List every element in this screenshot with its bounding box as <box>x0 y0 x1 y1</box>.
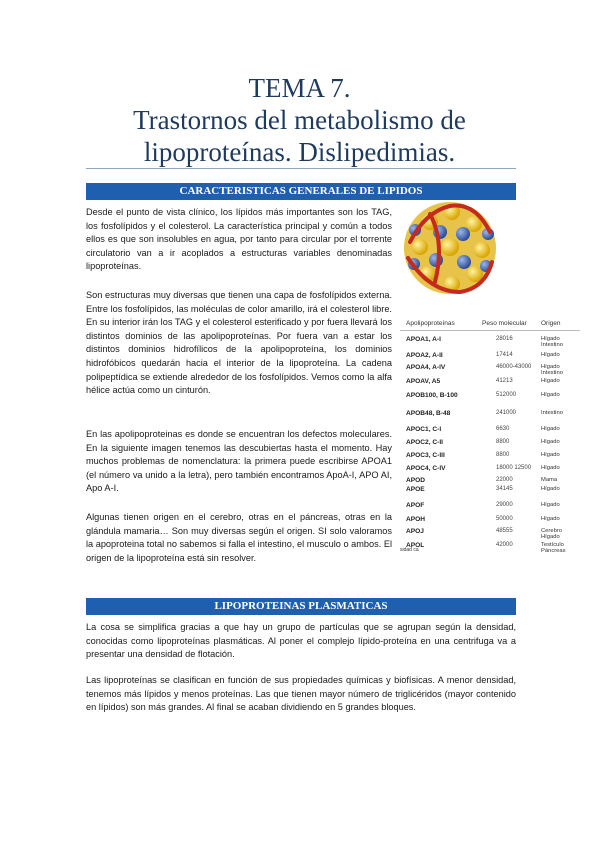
table-cell-weight: 28016 <box>496 336 513 342</box>
table-cell-weight: 512000 <box>496 392 517 398</box>
paragraph-6: Las lipoproteínas se clasifican en función de sus propiedades químicas y biofísicas. A menor densidad, tenemos más lípidos y menos proteínas. Las que tienen mayor número de triglicéridos (mayor contenido en lípidos) son más grandes. Al final se acaban dividiendo en 5 grandes bloques. <box>86 675 516 713</box>
table-cell-name: APOA2, A-II <box>406 352 443 359</box>
table-cell-name: APOA1, A-I <box>406 336 441 343</box>
table-header-name: Apolipoproteínas <box>406 320 455 327</box>
table-cell-weight: 17414 <box>496 352 513 358</box>
table-cell-origin: Hígado <box>541 378 560 384</box>
table-cell-origin: Hígado Intestino <box>541 336 563 348</box>
table-header-weight: Peso molecular <box>482 320 527 327</box>
table-row <box>400 410 580 420</box>
table-cell-origin: Hígado <box>541 465 560 471</box>
table-cell-origin: Testículo Páncreas <box>541 542 566 554</box>
table-row <box>400 502 580 512</box>
table-row <box>400 528 580 538</box>
table-cell-name: APOA4, A-IV <box>406 364 446 371</box>
table-header-origin: Origen <box>541 320 561 327</box>
table-cell-origin: Hígado <box>541 452 560 458</box>
paragraph-2: Son estructuras muy diversas que tienen una capa de fosfolípidos externa. Entre los fosfolípidos, las moléculas de color amarillo, irá el colesterol libre. En su interior irán los TAG y el colesterol esterificado y por fuera llevará los distintos dominios de las apolipoproteínas. Por fuera van a estar los distintos dominios hidrofílicos de la apolipoproteína, los dominios hidrofóbicos quedarán hacia el interior de la lipoproteína. La cadena polipeptídica se extiende alrededor de los fosfolípidos. Vemos como la alfa hélice actúa como un cinturón. <box>86 290 392 396</box>
table-row <box>400 378 580 388</box>
table-cell-origin: Hígado Intestino <box>541 364 563 376</box>
table-cell-origin: Hígado <box>541 426 560 432</box>
table-row <box>400 426 580 436</box>
section-heading-plasma: LIPOPROTEINAS PLASMATICAS <box>86 598 516 615</box>
table-cell-origin: Intestino <box>541 410 563 416</box>
table-row <box>400 364 580 374</box>
paragraph-3: En las apolipoproteinas es donde se encuentran los defectos moleculares. En la siguiente imagen tenemos las descubiertas hasta el momento. Hay muchos problemas de nomenclatura: la primera puede escribirse APOA1 (el número va unido a la letra), pero también encontramos ApoA-I, APO AI, Apo A-I. <box>86 429 392 494</box>
table-cell-origin: Hígado <box>541 352 560 358</box>
table-cell-origin: Cerebro Hígado <box>541 528 562 540</box>
table-row <box>400 465 580 475</box>
table-cell-weight: 8800 <box>496 452 510 458</box>
table-cell-weight: 46000-43000 <box>496 364 532 370</box>
table-cell-weight: 18000 12500 <box>496 465 532 471</box>
table-cell-origin: Mama <box>541 477 558 483</box>
table-cell-weight: 48555 <box>496 528 513 534</box>
table-row <box>400 352 580 362</box>
table-cell-name: APOD <box>406 477 426 484</box>
table-cell-weight: 8800 <box>496 439 510 445</box>
side-note: sidad ca <box>400 547 419 553</box>
table-cell-weight: 42000 <box>496 542 513 548</box>
table-row <box>400 392 580 402</box>
table-cell-name: APOL <box>406 542 425 549</box>
table-cell-name: APOAV, A5 <box>406 378 441 385</box>
table-cell-name: APOB48, B-48 <box>406 410 451 417</box>
table-cell-origin: Hígado <box>541 439 560 445</box>
table-cell-origin: Hígado <box>541 392 560 398</box>
table-row <box>400 439 580 449</box>
table-cell-name: APOC2, C-II <box>406 439 444 446</box>
table-cell-name: APOE <box>406 486 425 493</box>
title-line-2: Trastornos del metabolismo de <box>133 105 466 135</box>
table-cell-weight: 41213 <box>496 378 513 384</box>
table-cell-name: APOC3, C-III <box>406 452 445 459</box>
title-line-3: lipoproteínas. Dislipedimias. <box>143 137 456 167</box>
table-cell-weight: 34145 <box>496 486 513 492</box>
paragraph-5: La cosa se simplifica gracias a que hay un grupo de partículas que se agrupan según la densidad, conocidas como lipoproteínas plasmáticas. Al poner el complejo lípido-proteína en una centrifuga va a presentar una densidad de flotación. <box>86 622 516 660</box>
table-row <box>400 516 580 526</box>
table-cell-name: APOB100, B-100 <box>406 392 458 399</box>
table-cell-name: APOJ <box>406 528 424 535</box>
table-cell-weight: 22000 <box>496 477 513 483</box>
table-row <box>400 336 580 346</box>
table-cell-origin: Hígado <box>541 502 560 508</box>
table-cell-weight: 29000 <box>496 502 513 508</box>
section-heading-lipids: CARACTERISTICAS GENERALES DE LIPIDOS <box>86 183 516 200</box>
table-cell-name: APOC1, C-I <box>406 426 442 433</box>
table-cell-origin: Hígado <box>541 486 560 492</box>
table-row <box>400 542 580 552</box>
table-cell-name: APOH <box>406 516 426 523</box>
table-cell-origin: Hígado <box>541 516 560 522</box>
table-header-rule <box>400 330 580 331</box>
paragraph-4: Algunas tienen origen en el cerebro, otras en el páncreas, otras en la glándula mamaria… Son muy diversas según el origen. SI solo valoramos la apoproteina total no sabemos si falla el intestino, el musculo o ambos. El origen de la lipoproteína está sin resolver. <box>86 512 392 563</box>
table-cell-weight: 6630 <box>496 426 510 432</box>
table-cell-name: APOC4, C-IV <box>406 465 446 472</box>
page-title <box>0 72 599 168</box>
title-divider <box>86 168 516 169</box>
table-row <box>400 486 580 496</box>
title-line-1: TEMA 7. <box>248 73 351 103</box>
paragraph-1: Desde el punto de vista clínico, los lípidos más importantes son los TAG, los fosfolípidos y el colesterol. La característica principal y común a todos ellos es que son insolubles en agua, por tanto para circular por el torrente circulatorio van a ir acoplados a estructuras variables denominadas lipoproteínas. <box>86 207 392 272</box>
lipoprotein-illustration <box>400 192 500 304</box>
table-cell-name: APOF <box>406 502 425 509</box>
table-cell-weight: 50000 <box>496 516 513 522</box>
table-row <box>400 452 580 462</box>
table-cell-weight: 241000 <box>496 410 517 416</box>
